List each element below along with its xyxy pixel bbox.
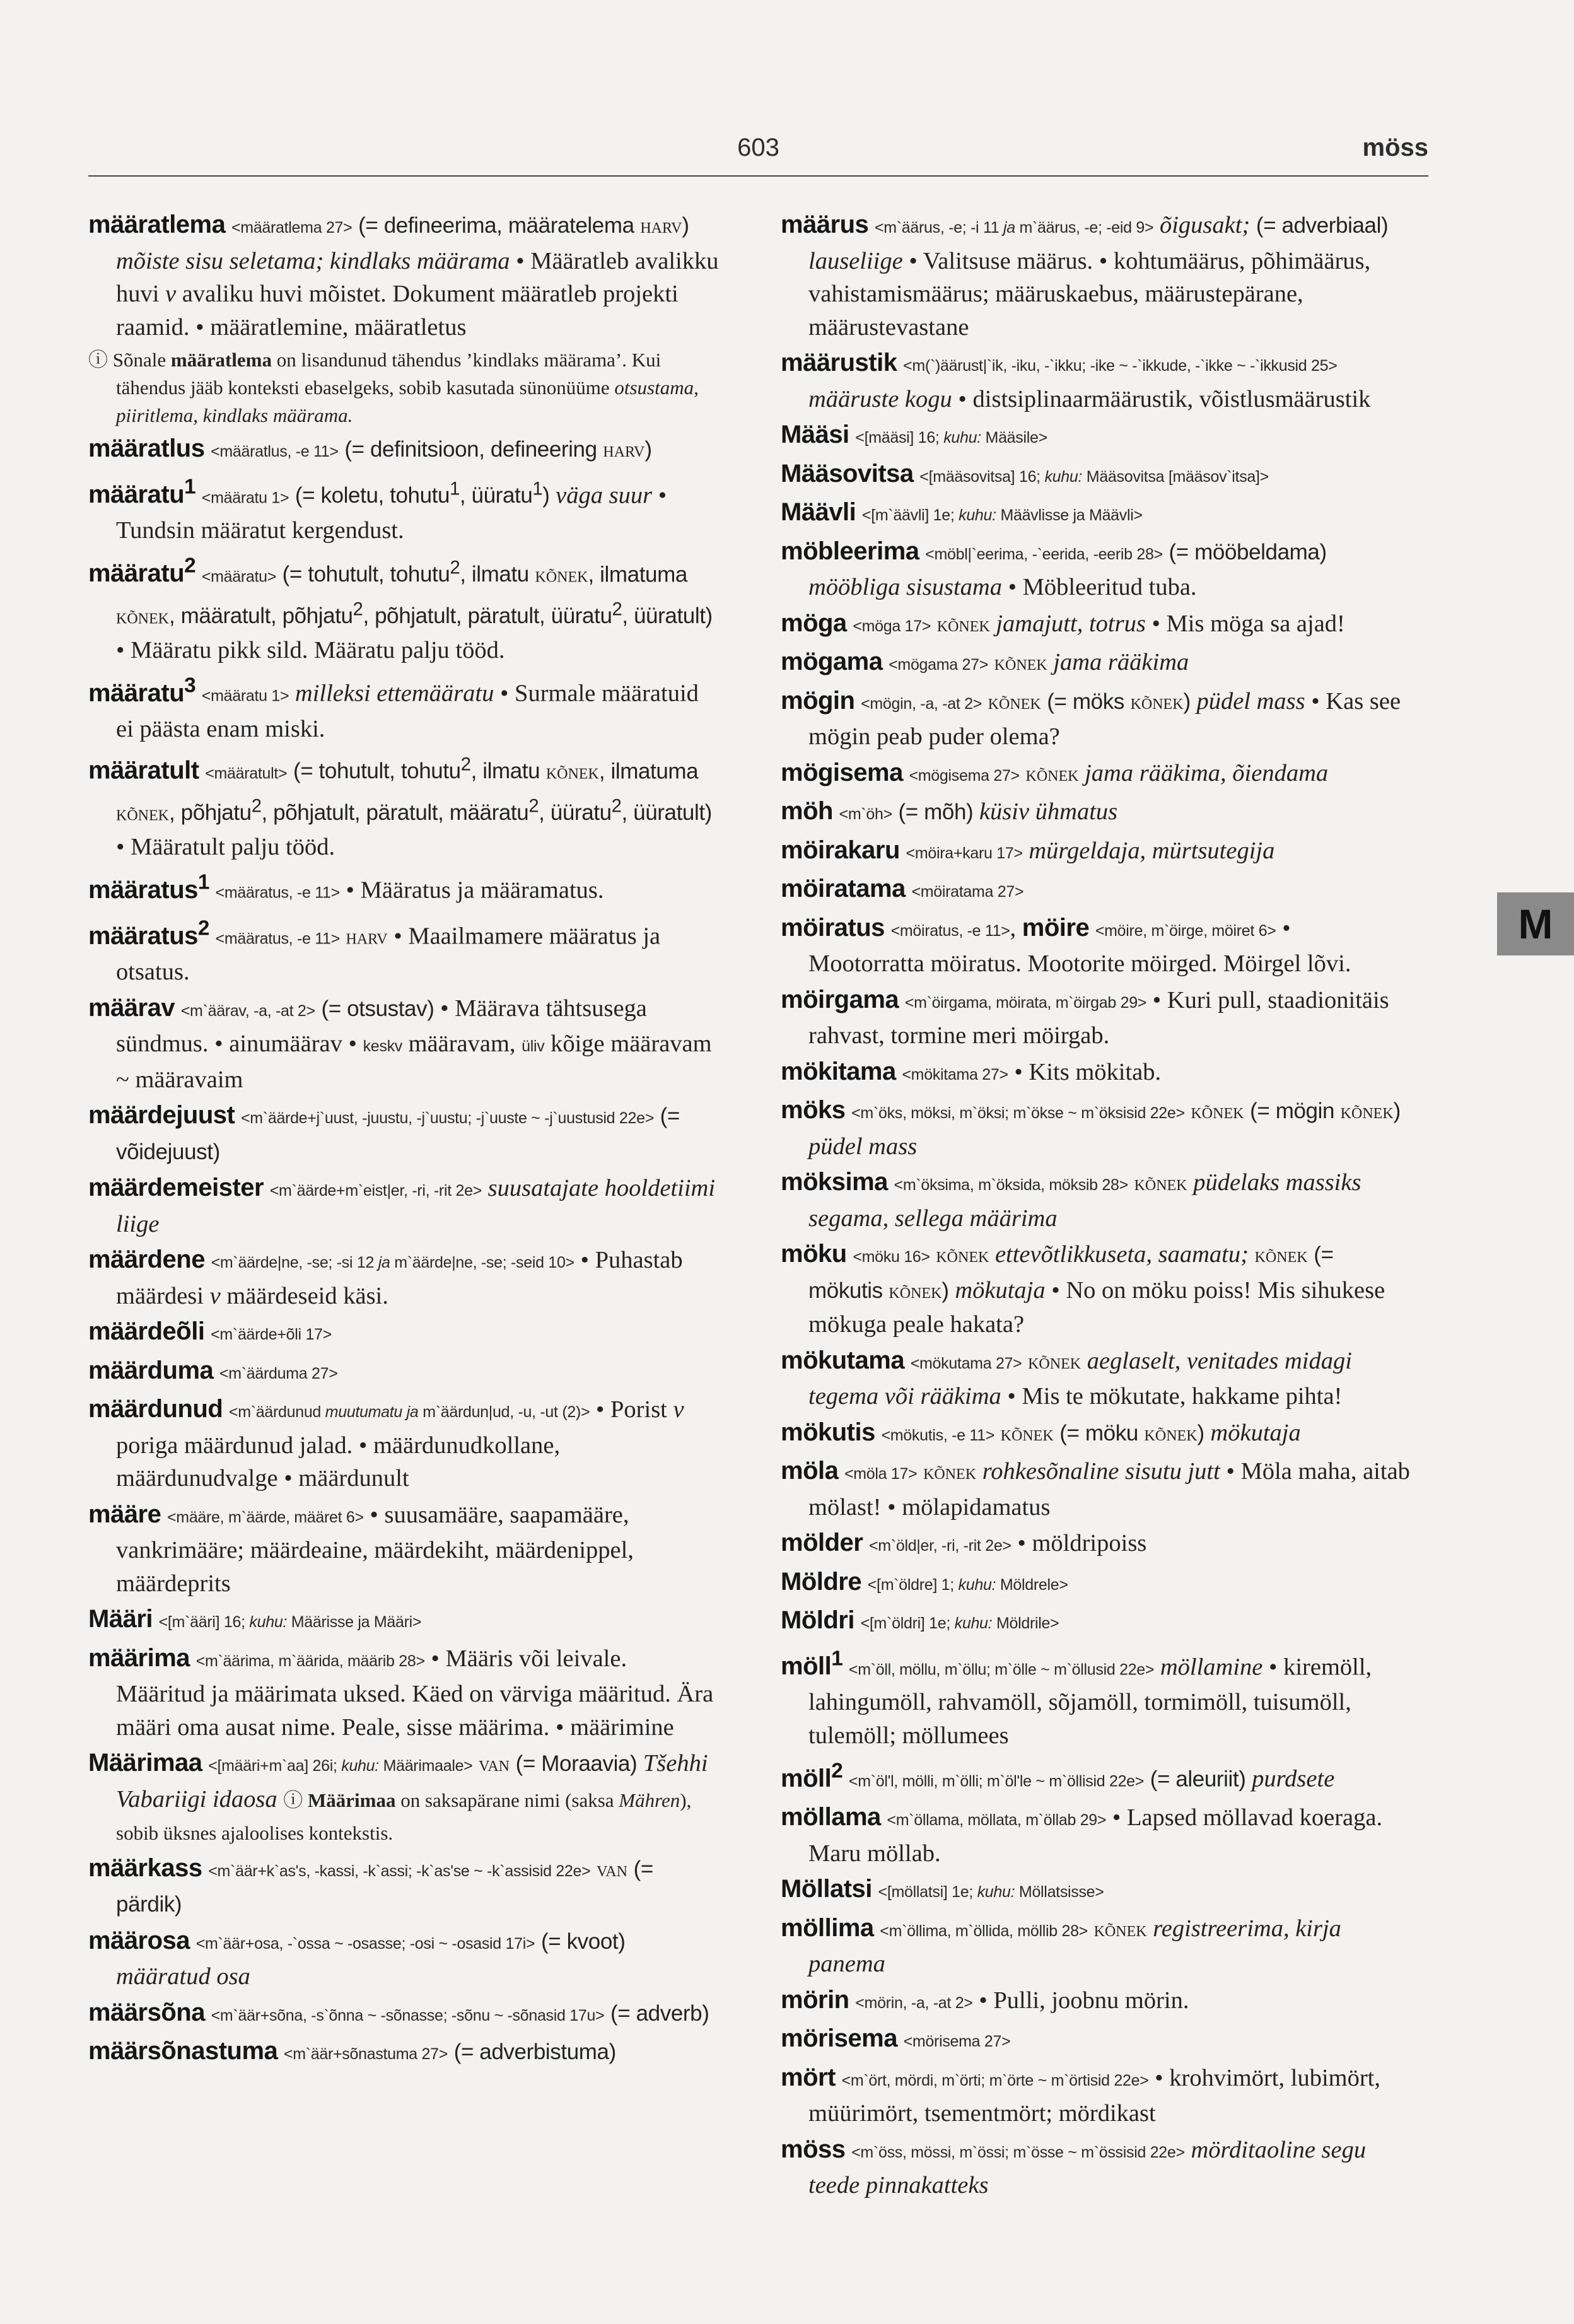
dict-entry: Määri <[m`ääri] 16; kuhu: Määrisse ja Määri> [88,1605,422,1633]
dict-entry: mögin <mögin, -a, -at 2> kõnek (= möks kõnek) püdel mass • Kas see mögin peab puder olema? [781,686,1401,750]
dict-entry: möll$^1$ <m`öll, möllu, m`öllu; m`ölle ~ m`öllusid 22e> möllamine • kiremöll, lahingumöll, rahvamöll, sõjamöll, tormimöll, tuisumöll, tulemöll; möllumees [781,1647,1372,1749]
dict-entry: mörisema <mörisema 27> [781,2024,1011,2053]
dict-entry: möirgama <m`öirgama, möirata, m`öirgab 29> • Kuri pull, staadionitäis rahvast, tormine meri möirgab. [781,985,1389,1049]
dict-entry: määratus$^1$ <määratus, -e 11> • Määratus ja määramatus. [88,870,604,904]
dict-entry: määratu$^1$ <määratu 1> (= koletu, tohutu$^1$, üüratu$^1$) väga suur • Tundsin määratut kergendust. [88,475,667,544]
dict-entry: mört <m`ört, mördi, m`örti; m`örte ~ m`örtisid 22e> • krohvimört, lubimört, müürimört, tsementmört; mördikast [781,2063,1380,2127]
dict-entry: möllama <m`öllama, möllata, m`öllab 29> • Lapsed möllavad koeraga. Maru möllab. [781,1803,1383,1867]
dict-entry: möku <möku 16> kõnek ettevõtlikkuseta, saamatu; kõnek (= mökutis kõnek) mökutaja • No on möku poiss! Mis sihukese mökuga peale hakata? [781,1240,1385,1338]
dict-entry: määratu$^3$ <määratu 1> milleksi ettemääratu • Surmale määratuid ei päästa enam miski. [88,674,699,743]
dict-entry: määrdeõli <m`äärde+õli 17> [88,1317,332,1346]
dict-entry: mölder <m`öld|er, -ri, -rit 2e> • möldripoiss [781,1529,1147,1556]
dict-entry: Määsovitsa <[määsovitsa] 16; kuhu: Määsovitsa [määsov`itsa]> [781,459,1269,488]
dict-entry: mökitama <mökitama 27> • Kits mökitab. [781,1057,1162,1085]
dict-entry: Määrimaa <[määri+m`aa] 26i; kuhu: Määrimaale> van (= Moraavia) Tšehhi Vabariigi idaosa ⓘ Määrimaa on saksapärane nimi (saksa Mähren), sobib üksnes ajaloolises kontekstis. [88,1749,708,1845]
dict-entry: mörin <mörin, -a, -at 2> • Pulli, joobnu mörin. [781,1985,1189,2014]
dict-entry: määrav <m`äärav, -a, -at 2> (= otsustav) • Määrava tähtsusega sündmus. • ainumäärav • keskv määravam, üliv kõige määravam ~ määravaim [88,993,712,1093]
dict-entry: määrsõna <m`äär+sõna, -s`õnna ~ -sõnasse; -sõnu ~ -sõnasid 17u> (= adverb) [88,1998,709,2026]
dict-entry: möss <m`öss, mössi, m`össi; m`össe ~ m`össisid 22e> mörditaoline segu teede pinnakatteks [781,2135,1367,2199]
dict-entry: määrdejuust <m`äärde+j`uust, -juustu, -j`uustu; -j`uuste ~ -j`uustusid 22e> (= võidejuust) [88,1101,680,1164]
right-column [781,208,1411,2205]
info-icon: ⓘ [283,1789,303,1811]
page-number: 603 [737,134,779,161]
left-column [88,208,719,2074]
dict-entry: määrkass <m`äär+k`as's, -kassi, -k`assi; -k`as'se ~ -k`assisid 22e> van (= pärdik) [88,1854,653,1917]
dict-entry: määrustik <m(`)äärust|`ik, -iku, -`ikku; -ike ~ -`ikkude, -`ikke ~ -`ikkusid 25> määruste kogu • distsiplinaarmäärustik, võistlusmäärustik [781,349,1371,412]
running-head [88,134,1428,172]
dict-entry: möksima <m`öksima, m`öksida, möksib 28> kõnek püdelaks massiks segama, sellega määrima [781,1168,1361,1232]
dict-entry: määratus$^2$ <määratus, -e 11> harv • Maailmamere määratus ja otsatus. [88,916,661,986]
dict-entry: möh <m`öh> (= mõh) küsiv ühmatus [781,797,1118,825]
dict-entry: möga <möga 17> kõnek jamajutt, totrus • Mis möga sa ajad! [781,609,1345,637]
dict-entry: määratlema <määratlema 27> (= defineerima, määratelema harv) mõiste sisu seletama; kindlaks määrama • Määratleb avalikku huvi v avaliku huvi mõistet. Dokument määratleb projekti raamid. • määratlemine, määratletus [88,211,719,341]
dict-entry: määratu$^2$ <määratu> (= tohutult, tohutu$^2$, ilmatu kõnek, ilmatuma kõnek, määratult, põhjatu$^2$, põhjatult, päratult, üüratu$^2$, üüratult) • Määratu pikk sild. Määratu palju tööd. [88,554,713,663]
dict-entry: määrduma <m`äärduma 27> [88,1356,338,1384]
guide-word: möss [1362,134,1428,161]
dict-entry: möirakaru <möira+karu 17> mürgeldaja, mürtsutegija [781,836,1275,864]
dict-entry: mökutama <mökutama 27> kõnek aeglaselt, venitades midagi tegema või rääkima • Mis te mökutate, hakkame pihta! [781,1346,1352,1410]
dict-entry: Möllatsi <[möllatsi] 1e; kuhu: Möllatsisse> [781,1875,1104,1903]
dict-entry: möllima <m`öllima, m`öllida, möllib 28> kõnek registreerima, kirja panema [781,1913,1341,1978]
usage-note: ⓘ Sõnale määratlema on lisandunud tähendus ’kindlaks määrama’. Kui tähendus jääb konteksti ebaselgeks, sobib kasutada sünonüüme otsustama, piiritlema, kindlaks määrama. [88,349,699,426]
dict-entry: mögama <mögama 27> kõnek jama rääkima [781,648,1189,675]
dict-entry: määre <määre, m`äärde, määret 6> • suusamääre, saapamääre, vankrimääre; määrdeaine, määrdekiht, määrdenippel, määrdeprits [88,1500,634,1597]
dict-entry: Määsi <[määsi] 16; kuhu: Määsile> [781,421,1047,448]
dict-entry: määrdene <m`äärde|ne, -se; -si 12 ja m`äärde|ne, -se; -seid 10> • Puhastab määrdesi v määrdeseid käsi. [88,1246,683,1309]
dict-entry: määrus <m`äärus, -e; -i 11 ja m`äärus, -e; -eid 9> õigusakt; (= adverbiaal) lauseliige • Valitsuse määrus. • kohtumäärus, põhimäärus, vahistamismäärus; määruskaebus, määrustepärane, määrustevastane [781,211,1389,341]
dict-entry: möbleerima <möbl|`eerima, -`eerida, -eerib 28> (= mööbeldama) mööbliga sisustama • Möbleeritud tuba. [781,537,1327,600]
dict-entry: määratult <määratult> (= tohutult, tohutu$^2$, ilmatu kõnek, ilmatuma kõnek, põhjatu$^2$, põhjatult, päratult, määratu$^2$, üüratu$^2$, üüratult) • Määratult palju tööd. [88,754,712,860]
dict-entry: määratlus <määratlus, -e 11> (= definitsioon, defineering harv) [88,435,652,462]
dict-entry: möla <möla 17> kõnek rohkesõnaline sisutu jutt • Möla maha, aitab mölast! • mölapidamatus [781,1457,1410,1521]
dict-entry: määrdunud <m`äärdunud muutumatu ja m`äärdun|ud, -u, -ut (2)> • Porist v poriga määrdunud jalad. • määrdunudkollane, määrdunudvalge • määrdunult [88,1395,684,1492]
dict-entry: Määvli <[m`äävli] 1e; kuhu: Määvlisse ja Määvli> [781,498,1143,526]
header-rule [88,175,1428,177]
dict-entry: määrima <m`äärima, m`äärida, määrib 28> • Määris või leivale. Määritud ja määrimata uksed. Käed on värviga määritud. Ära määri oma ausat nime. Peale, sisse määrima. • määrimine [88,1644,714,1741]
dict-entry: mökutis <mökutis, -e 11> kõnek (= möku kõnek) mökutaja [781,1418,1301,1446]
dict-entry: möiratama <möiratama 27> [781,875,1024,902]
dict-entry: Möldri <[m`öldri] 1e; kuhu: Möldrile> [781,1606,1059,1634]
dict-entry: mögisema <mögisema 27> kõnek jama rääkima, õiendama [781,758,1329,786]
dict-entry: määrosa <m`äär+osa, -`ossa ~ -osasse; -osi ~ -osasid 17i> (= kvoot) määratud osa [88,1926,626,1990]
dict-entry: möks <m`öks, möksi, m`öksi; m`ökse ~ m`öksisid 22e> kõnek (= mögin kõnek) püdel mass [781,1096,1401,1160]
dict-entry: möll$^2$ <m`öl'l, mölli, m`ölli; m`öl'le ~ m`öllisid 22e> (= aleuriit) purdsete [781,1759,1335,1792]
thumb-index-tab: M [1497,892,1574,955]
info-icon: ⓘ [88,349,108,371]
dict-entry: Möldre <[m`öldre] 1; kuhu: Möldrele> [781,1567,1068,1596]
dict-entry: möiratus <möiratus, -e 11>, möire <möire, m`öirge, möiret 6> • Mootorratta möiratus. Mootorite möirged. Möirgel lõvi. [781,913,1351,977]
dict-entry: määrdemeister <m`äärde+m`eist|er, -ri, -rit 2e> suusatajate hooldetiimi liige [88,1174,716,1237]
dict-entry: määrsõnastuma <m`äär+sõnastuma 27> (= adverbistuma) [88,2037,616,2065]
